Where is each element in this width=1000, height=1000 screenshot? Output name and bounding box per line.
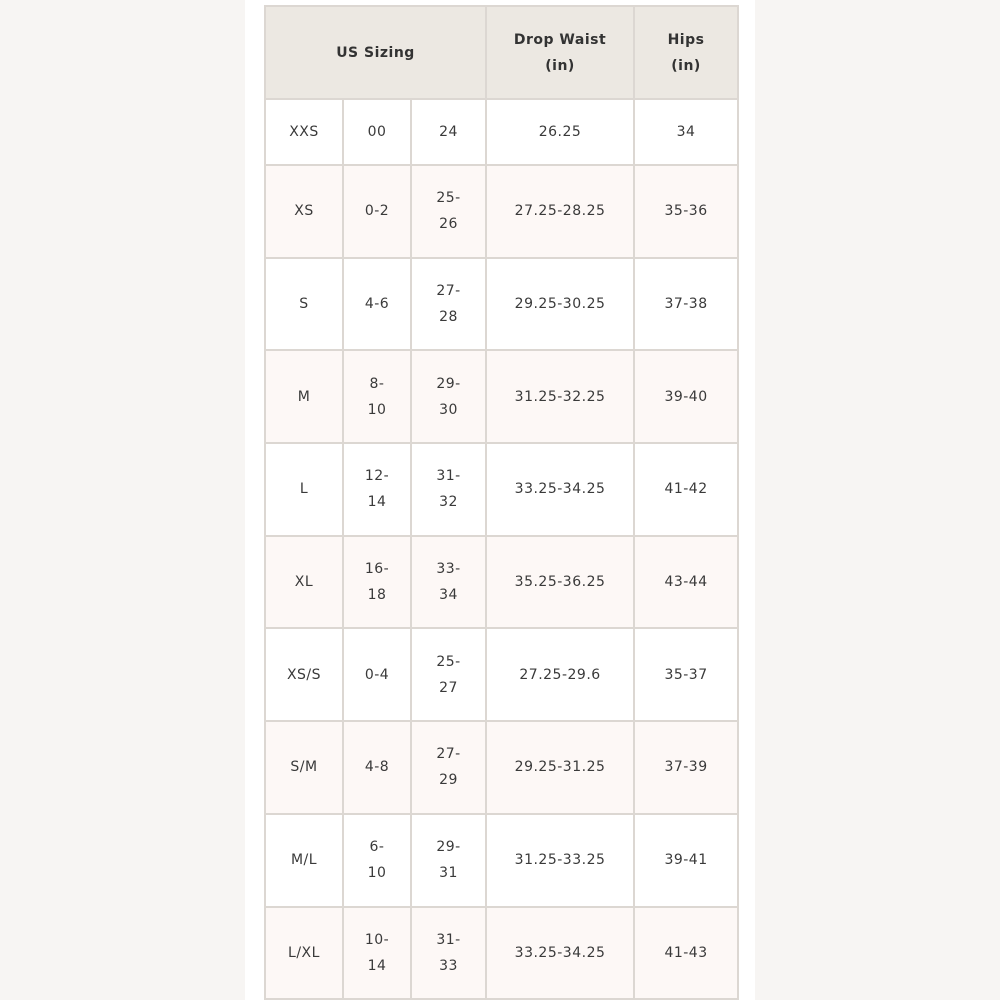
waist-size-cell: 29- 31	[411, 814, 486, 907]
waist-size-cell: 24	[411, 99, 486, 165]
left-margin	[0, 0, 245, 1000]
table-row	[265, 721, 738, 814]
us-size-cell: 4-6	[343, 258, 411, 351]
size-cell: M	[265, 350, 343, 443]
size-chart-table	[264, 5, 739, 1000]
header-hips: Hips (in)	[634, 6, 738, 99]
drop-waist-cell: 33.25-34.25	[486, 907, 634, 1000]
us-size-cell: 16- 18	[343, 536, 411, 629]
size-cell: S	[265, 258, 343, 351]
drop-waist-cell: 35.25-36.25	[486, 536, 634, 629]
size-cell: XL	[265, 536, 343, 629]
size-cell: L/XL	[265, 907, 343, 1000]
waist-size-cell: 25- 27	[411, 628, 486, 721]
hips-cell: 37-39	[634, 721, 738, 814]
table-row	[265, 536, 738, 629]
waist-size-cell: 27- 29	[411, 721, 486, 814]
drop-waist-cell: 31.25-32.25	[486, 350, 634, 443]
waist-size-cell: 33- 34	[411, 536, 486, 629]
us-size-cell: 00	[343, 99, 411, 165]
waist-size-cell: 29- 30	[411, 350, 486, 443]
drop-waist-cell: 26.25	[486, 99, 634, 165]
size-cell: XXS	[265, 99, 343, 165]
header-us-sizing: US Sizing	[265, 6, 486, 99]
size-cell: XS	[265, 165, 343, 258]
drop-waist-cell: 27.25-28.25	[486, 165, 634, 258]
us-size-cell: 0-2	[343, 165, 411, 258]
waist-size-cell: 31- 32	[411, 443, 486, 536]
table-row	[265, 814, 738, 907]
size-cell: XS/S	[265, 628, 343, 721]
size-cell: M/L	[265, 814, 343, 907]
drop-waist-cell: 29.25-30.25	[486, 258, 634, 351]
hips-cell: 34	[634, 99, 738, 165]
table-row	[265, 99, 738, 165]
table-row	[265, 628, 738, 721]
table-row	[265, 443, 738, 536]
hips-cell: 35-36	[634, 165, 738, 258]
size-cell: S/M	[265, 721, 343, 814]
waist-size-cell: 31- 33	[411, 907, 486, 1000]
drop-waist-cell: 33.25-34.25	[486, 443, 634, 536]
waist-size-cell: 25- 26	[411, 165, 486, 258]
waist-size-cell: 27- 28	[411, 258, 486, 351]
right-margin	[755, 0, 1000, 1000]
us-size-cell: 0-4	[343, 628, 411, 721]
hips-cell: 35-37	[634, 628, 738, 721]
table-row	[265, 350, 738, 443]
drop-waist-cell: 31.25-33.25	[486, 814, 634, 907]
hips-cell: 41-43	[634, 907, 738, 1000]
hips-cell: 37-38	[634, 258, 738, 351]
hips-cell: 43-44	[634, 536, 738, 629]
header-drop-waist: Drop Waist (in)	[486, 6, 634, 99]
drop-waist-cell: 29.25-31.25	[486, 721, 634, 814]
us-size-cell: 6- 10	[343, 814, 411, 907]
size-cell: L	[265, 443, 343, 536]
us-size-cell: 12- 14	[343, 443, 411, 536]
us-size-cell: 8- 10	[343, 350, 411, 443]
hips-cell: 39-41	[634, 814, 738, 907]
us-size-cell: 4-8	[343, 721, 411, 814]
table-header-row	[265, 6, 738, 99]
table-row	[265, 258, 738, 351]
table-row	[265, 165, 738, 258]
us-size-cell: 10- 14	[343, 907, 411, 1000]
drop-waist-cell: 27.25-29.6	[486, 628, 634, 721]
hips-cell: 41-42	[634, 443, 738, 536]
hips-cell: 39-40	[634, 350, 738, 443]
table-row	[265, 907, 738, 1000]
